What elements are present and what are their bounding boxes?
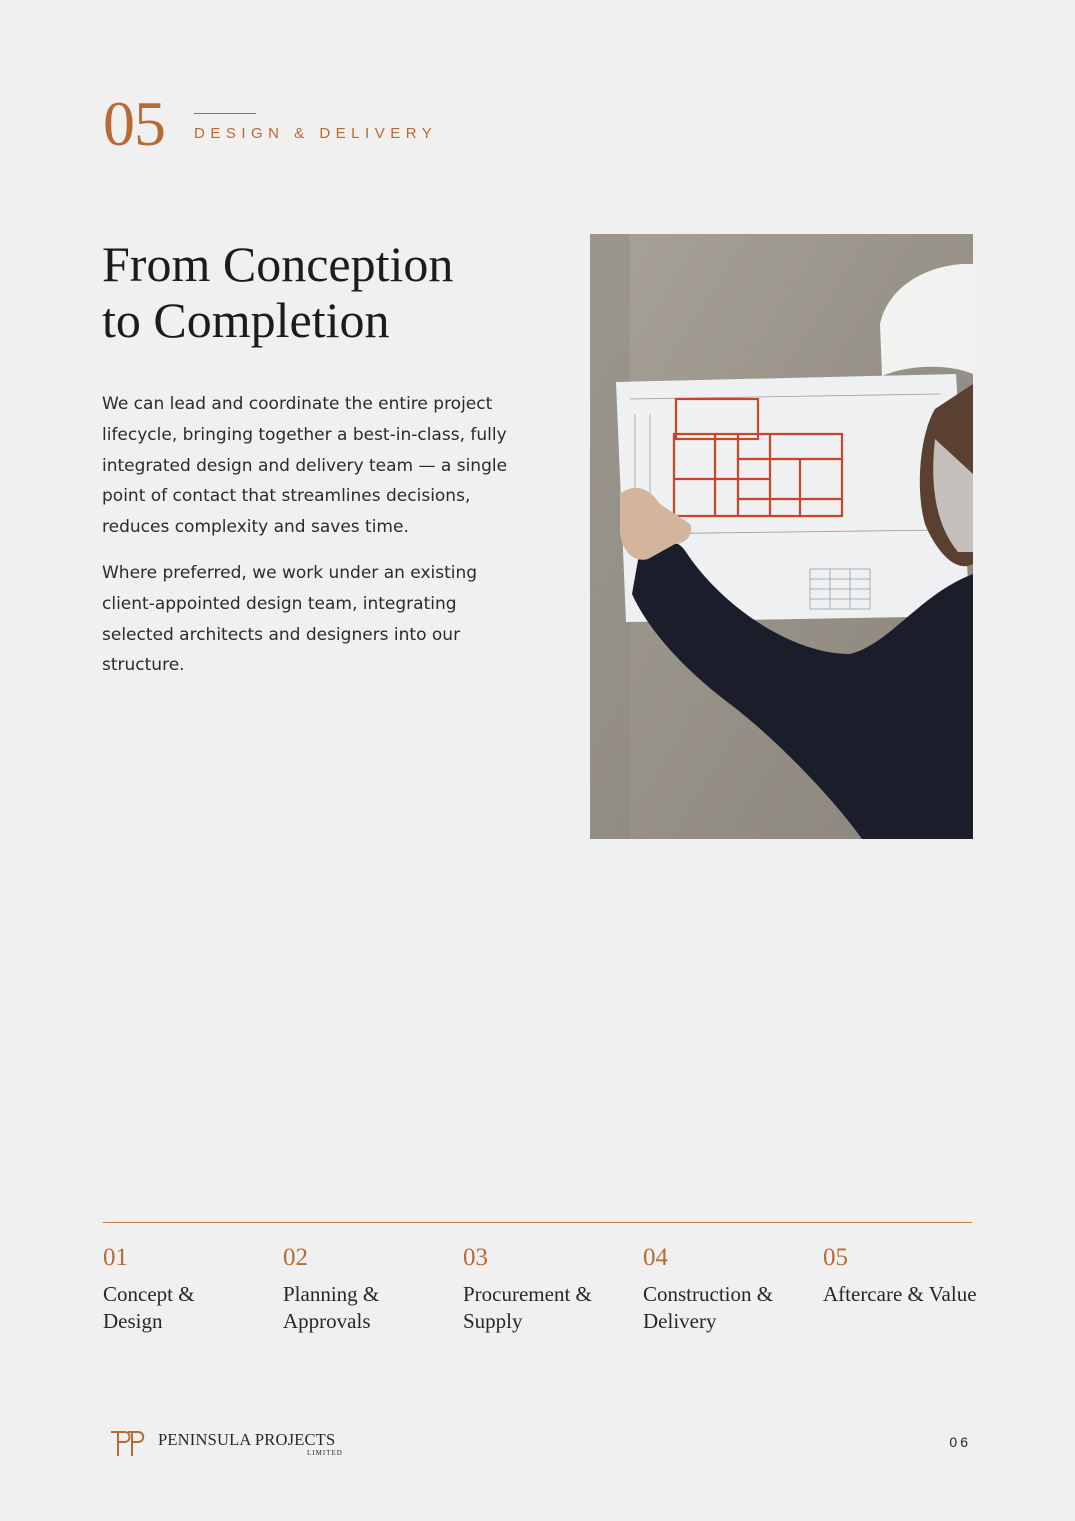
page-title-line-1: From Conception [102, 236, 454, 292]
step-construction-delivery [643, 1243, 813, 1335]
step-number: 02 [283, 1244, 308, 1271]
body-paragraph-1: We can lead and coordinate the entire project lifecycle, bringing together a best-in-class, fully integrated design and delivery team — a single point of contact that streamlines decisions, reduces complexity and saves time. [102, 394, 508, 538]
step-number: 03 [463, 1244, 488, 1271]
section-number: 05 [103, 88, 165, 159]
step-number: 01 [103, 1244, 128, 1271]
company-suffix: LIMITED [307, 1449, 343, 1457]
company-name: PENINSULA PROJECTS [158, 1430, 336, 1449]
step-title: Planning & Approvals [283, 1282, 380, 1333]
step-aftercare-value [823, 1243, 983, 1308]
body-paragraph-2: Where preferred, we work under an existing client-appointed design team, integrating selected architects and designers into our structure. [102, 562, 478, 676]
architect-reviewing-floor-plan-photo [590, 234, 973, 839]
page-number: 06 [949, 1434, 971, 1450]
step-title: Procurement & Supply [463, 1282, 592, 1333]
step-title: Aftercare & Value [823, 1282, 977, 1306]
step-number: 04 [643, 1244, 668, 1271]
step-concept-design [103, 1243, 273, 1335]
step-title: Concept & Design [103, 1282, 195, 1333]
step-number: 05 [823, 1244, 848, 1271]
step-planning-approvals [283, 1243, 453, 1335]
section-rule [194, 113, 256, 114]
page-title-line-2: to Completion [102, 292, 390, 348]
logo-monogram-icon [108, 1426, 148, 1460]
step-procurement-supply [463, 1243, 633, 1335]
page-title [102, 236, 542, 348]
section-label: DESIGN & DELIVERY [194, 125, 438, 142]
company-logo [108, 1426, 368, 1466]
step-title: Construction & Delivery [643, 1282, 774, 1333]
photo-illustration [590, 234, 973, 839]
body-copy [102, 389, 522, 696]
steps-divider [103, 1222, 972, 1223]
